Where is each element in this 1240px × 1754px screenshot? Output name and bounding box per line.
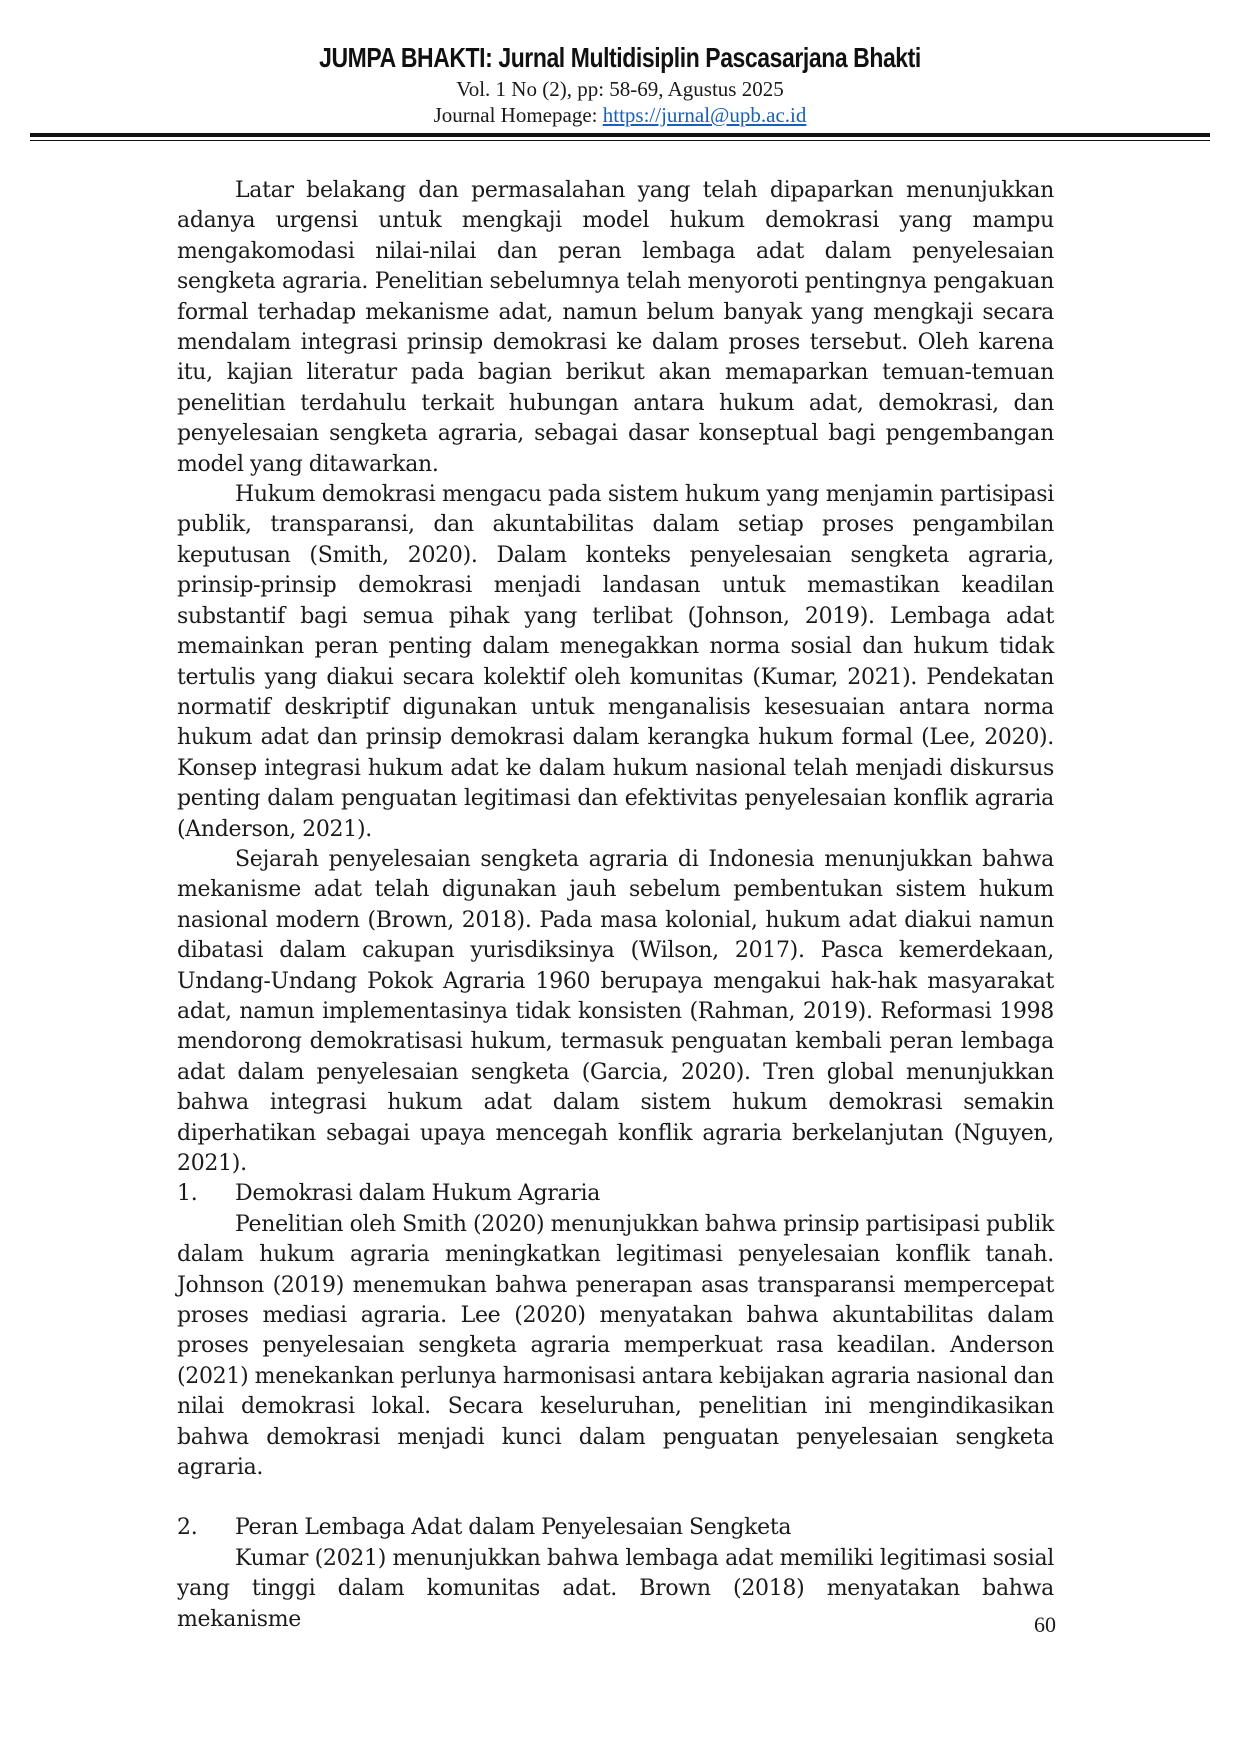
homepage-label: Journal Homepage: <box>433 103 603 127</box>
page-number: 60 <box>1034 1612 1056 1637</box>
section-heading-2 <box>177 1513 1054 1543</box>
paragraph: Latar belakang dan permasalahan yang telah dipaparkan menunjukkan adanya urgensi untuk mengkaji model hukum demokrasi yang mampu mengakomodasi nilai-nilai dan peran lembaga adat dalam penyelesaian sengketa agraria. Penelitian sebelumnya telah menyoroti pentingnya pengakuan formal terhadap mekanisme adat, namun belum banyak yang mengkaji secara mendalam integrasi prinsip demokrasi ke dalam proses tersebut. Oleh karena itu, kajian literatur pada bagian berikut akan memaparkan temuan-temuan penelitian terdahulu terkait hubungan antara hukum adat, demokrasi, dan penyelesaian sengketa agraria, sebagai dasar konseptual bagi pengembangan model yang ditawarkan. <box>177 178 1054 477</box>
section-title: Peran Lembaga Adat dalam Penyelesaian Sengketa <box>235 1515 792 1541</box>
paragraph: Hukum demokrasi mengacu pada sistem hukum yang menjamin partisipasi publik, transparansi, dan akuntabilitas dalam setiap proses pengambilan keputusan (Smith, 2020). Dalam konteks penyelesaian sengketa agraria, prinsip-prinsip demokrasi menjadi landasan untuk memastikan keadilan substantif bagi semua pihak yang terlibat (Johnson, 2019). Lembaga adat memainkan peran penting dalam menegakkan norma sosial dan hukum tidak tertulis yang diakui secara kolektif oleh komunitas (Kumar, 2021). Pendekatan normatif deskriptif digunakan untuk menganalisis kesesuaian antara norma hukum adat dan prinsip demokrasi dalam kerangka hukum formal (Lee, 2020). Konsep integrasi hukum adat ke dalam hukum nasional telah menjadi diskursus penting dalam penguatan legitimasi dan efektivitas penyelesaian konflik agraria (Anderson, 2021). <box>177 482 1054 842</box>
section-title: Demokrasi dalam Hukum Agraria <box>235 1181 601 1207</box>
journal-homepage <box>0 102 1240 128</box>
paragraph: Kumar (2021) menunjukkan bahwa lembaga adat memiliki legitimasi sosial yang tinggi dalam komunitas adat. Brown (2018) menyatakan bahwa mekanisme <box>177 1545 1054 1632</box>
article-body <box>177 176 1054 1635</box>
homepage-link[interactable]: https://jurnal@upb.ac.id <box>602 103 807 127</box>
journal-title: JUMPA BHAKTI: Jurnal Multidisiplin Pascasarjana Bhakti <box>319 42 921 73</box>
header-rule-thick <box>30 133 1210 137</box>
paragraph: Penelitian oleh Smith (2020) menunjukkan bahwa prinsip partisipasi publik dalam hukum agraria meningkatkan legitimasi penyelesaian konflik tanah. Johnson (2019) menemukan bahwa penerapan asas transparansi mempercepat proses mediasi agraria. Lee (2020) menyatakan bahwa akuntabilitas dalam proses penyelesaian sengketa agraria memperkuat rasa keadilan. Anderson (2021) menekankan perlunya harmonisasi antara kebijakan agraria nasional dan nilai demokrasi lokal. Secara keseluruhan, penelitian ini mengindikasikan bahwa demokrasi menjadi kunci dalam penguatan penyelesaian sengketa agraria. <box>177 1211 1054 1481</box>
section-number: 2. <box>177 1515 198 1541</box>
section-number: 1. <box>177 1181 198 1207</box>
section-heading-1 <box>177 1179 1054 1209</box>
journal-volume-line: Vol. 1 No (2), pp: 58-69, Agustus 2025 <box>456 77 784 101</box>
paragraph: Sejarah penyelesaian sengketa agraria di Indonesia menunjukkan bahwa mekanisme adat telah digunakan jauh sebelum pembentukan sistem hukum nasional modern (Brown, 2018). Pada masa kolonial, hukum adat diakui namun dibatasi dalam cakupan yurisdiksinya (Wilson, 2017). Pasca kemerdekaan, Undang-Undang Pokok Agraria 1960 berupaya mengakui hak-hak masyarakat adat, namun implementasinya tidak konsisten (Rahman, 2019). Reformasi 1998 mendorong demokratisasi hukum, termasuk penguatan kembali peran lembaga adat dalam penyelesaian sengketa (Garcia, 2020). Tren global menunjukkan bahwa integrasi hukum adat dalam sistem hukum demokrasi semakin diperhatikan sebagai upaya mencegah konflik agraria berkelanjutan (Nguyen, 2021). <box>177 846 1054 1176</box>
header-rule-thin <box>30 140 1210 141</box>
journal-header <box>0 40 1240 128</box>
